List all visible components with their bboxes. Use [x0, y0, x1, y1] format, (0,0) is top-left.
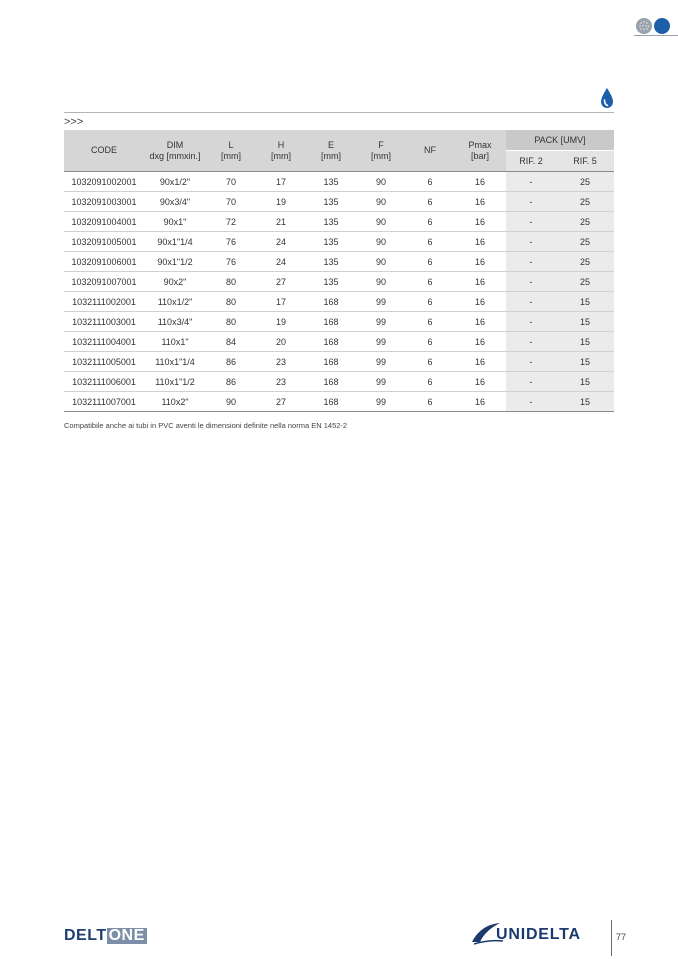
cell-rif5: 25	[556, 212, 614, 232]
cell-l: 80	[206, 292, 256, 312]
deltone-logo-part2: ONE	[108, 927, 145, 944]
top-circles	[636, 18, 672, 36]
cell-h: 19	[256, 312, 306, 332]
cell-e: 168	[306, 352, 356, 372]
col-header-rif5: RIF. 5	[556, 151, 614, 172]
cell-rif5: 25	[556, 192, 614, 212]
cell-f: 99	[356, 352, 406, 372]
cell-nf: 6	[406, 352, 454, 372]
cell-h: 27	[256, 272, 306, 292]
col-header-nf: NF	[406, 130, 454, 172]
cell-rif5: 25	[556, 232, 614, 252]
dot-icon	[654, 18, 670, 34]
cell-rif2: -	[506, 372, 556, 392]
col-header-h: H [mm]	[256, 130, 306, 172]
cell-dim: 90x3/4"	[144, 192, 206, 212]
cell-nf: 6	[406, 252, 454, 272]
cell-rif2: -	[506, 172, 556, 192]
cell-e: 135	[306, 232, 356, 252]
cell-dim: 110x3/4"	[144, 312, 206, 332]
deltone-logo	[64, 927, 147, 945]
cell-e: 168	[306, 392, 356, 412]
compatibility-note: Compatibile anche ai tubi in PVC aventi le dimensioni definite nella norma EN 1452-2	[64, 421, 348, 430]
cell-rif5: 15	[556, 292, 614, 312]
cell-code: 1032091007001	[64, 272, 144, 292]
cell-nf: 6	[406, 272, 454, 292]
cell-rif2: -	[506, 352, 556, 372]
cell-pmax: 16	[454, 172, 506, 192]
cell-h: 24	[256, 232, 306, 252]
col-header-pmax: Pmax [bar]	[454, 130, 506, 172]
col-header-dim: DIM dxg [mmxin.]	[144, 130, 206, 172]
cell-nf: 6	[406, 212, 454, 232]
cell-dim: 90x1"	[144, 212, 206, 232]
cell-nf: 6	[406, 192, 454, 212]
col-header-f: F [mm]	[356, 130, 406, 172]
cell-pmax: 16	[454, 372, 506, 392]
cell-pmax: 16	[454, 212, 506, 232]
cell-l: 80	[206, 312, 256, 332]
col-header-e: E [mm]	[306, 130, 356, 172]
table-row	[64, 192, 614, 212]
cell-code: 1032111003001	[64, 312, 144, 332]
cell-l: 70	[206, 192, 256, 212]
cell-dim: 110x2"	[144, 392, 206, 412]
cell-l: 84	[206, 332, 256, 352]
cell-rif2: -	[506, 332, 556, 352]
cell-code: 1032111007001	[64, 392, 144, 412]
cell-e: 168	[306, 312, 356, 332]
cell-f: 99	[356, 372, 406, 392]
cell-pmax: 16	[454, 272, 506, 292]
cell-rif5: 25	[556, 252, 614, 272]
cell-e: 168	[306, 332, 356, 352]
cell-code: 1032091006001	[64, 252, 144, 272]
table-row	[64, 332, 614, 352]
cell-f: 90	[356, 232, 406, 252]
product-table	[64, 130, 614, 412]
table-row	[64, 372, 614, 392]
cell-e: 135	[306, 252, 356, 272]
cell-rif5: 15	[556, 372, 614, 392]
cell-dim: 90x2"	[144, 272, 206, 292]
cell-l: 70	[206, 172, 256, 192]
cell-rif2: -	[506, 392, 556, 412]
top-rule	[634, 35, 678, 36]
cell-h: 19	[256, 192, 306, 212]
cell-pmax: 16	[454, 392, 506, 412]
section-marker: >>>	[64, 116, 84, 128]
cell-f: 90	[356, 272, 406, 292]
cell-l: 76	[206, 232, 256, 252]
unidelta-logo	[470, 918, 602, 948]
cell-rif5: 15	[556, 392, 614, 412]
cell-l: 76	[206, 252, 256, 272]
cell-code: 1032091002001	[64, 172, 144, 192]
cell-e: 135	[306, 172, 356, 192]
cell-pmax: 16	[454, 292, 506, 312]
cell-l: 80	[206, 272, 256, 292]
cell-h: 24	[256, 252, 306, 272]
cell-nf: 6	[406, 312, 454, 332]
cell-h: 17	[256, 172, 306, 192]
cell-f: 90	[356, 252, 406, 272]
cell-l: 72	[206, 212, 256, 232]
cell-f: 99	[356, 332, 406, 352]
cell-rif5: 25	[556, 272, 614, 292]
cell-code: 1032111005001	[64, 352, 144, 372]
cell-pmax: 16	[454, 192, 506, 212]
cell-e: 135	[306, 272, 356, 292]
cell-pmax: 16	[454, 352, 506, 372]
cell-code: 1032111006001	[64, 372, 144, 392]
cell-dim: 90x1"1/2	[144, 252, 206, 272]
cell-e: 168	[306, 372, 356, 392]
cell-nf: 6	[406, 172, 454, 192]
cell-dim: 110x1/2"	[144, 292, 206, 312]
cell-nf: 6	[406, 332, 454, 352]
cell-nf: 6	[406, 372, 454, 392]
cell-rif5: 25	[556, 172, 614, 192]
table-row	[64, 292, 614, 312]
table-row	[64, 272, 614, 292]
table-row	[64, 252, 614, 272]
cell-pmax: 16	[454, 312, 506, 332]
page-number-rule	[611, 920, 612, 956]
cell-pmax: 16	[454, 232, 506, 252]
cell-rif5: 15	[556, 352, 614, 372]
table-row	[64, 312, 614, 332]
table-row	[64, 172, 614, 192]
cell-l: 90	[206, 392, 256, 412]
cell-e: 135	[306, 212, 356, 232]
cell-pmax: 16	[454, 332, 506, 352]
water-drop-icon	[600, 87, 614, 109]
cell-rif5: 15	[556, 332, 614, 352]
col-header-code: CODE	[64, 130, 144, 172]
cell-rif2: -	[506, 252, 556, 272]
cell-code: 1032111004001	[64, 332, 144, 352]
cell-dim: 110x1"1/4	[144, 352, 206, 372]
cell-nf: 6	[406, 292, 454, 312]
cell-dim: 90x1/2"	[144, 172, 206, 192]
table-row	[64, 392, 614, 412]
table-row	[64, 352, 614, 372]
cell-dim: 90x1"1/4	[144, 232, 206, 252]
deltone-logo-part1: DELT	[64, 927, 107, 944]
cell-f: 99	[356, 312, 406, 332]
cell-dim: 110x1"	[144, 332, 206, 352]
cell-f: 90	[356, 212, 406, 232]
cell-h: 23	[256, 352, 306, 372]
cell-dim: 110x1"1/2	[144, 372, 206, 392]
table-row	[64, 212, 614, 232]
cell-e: 168	[306, 292, 356, 312]
globe-icon	[636, 18, 652, 34]
cell-nf: 6	[406, 232, 454, 252]
cell-code: 1032091005001	[64, 232, 144, 252]
cell-code: 1032091004001	[64, 212, 144, 232]
cell-h: 27	[256, 392, 306, 412]
cell-rif2: -	[506, 292, 556, 312]
cell-pmax: 16	[454, 252, 506, 272]
cell-rif2: -	[506, 232, 556, 252]
col-header-pack: PACK [UMV]	[506, 130, 614, 151]
cell-f: 99	[356, 392, 406, 412]
cell-code: 1032091003001	[64, 192, 144, 212]
cell-nf: 6	[406, 392, 454, 412]
cell-f: 99	[356, 292, 406, 312]
cell-h: 20	[256, 332, 306, 352]
cell-h: 23	[256, 372, 306, 392]
unidelta-logo-text: UNIDELTA	[496, 926, 581, 943]
section-divider	[64, 112, 614, 113]
table-body	[64, 172, 614, 412]
page-number: 77	[616, 932, 627, 942]
col-header-l: L [mm]	[206, 130, 256, 172]
cell-rif2: -	[506, 212, 556, 232]
cell-l: 86	[206, 372, 256, 392]
cell-rif5: 15	[556, 312, 614, 332]
table-row	[64, 232, 614, 252]
cell-rif2: -	[506, 312, 556, 332]
cell-f: 90	[356, 172, 406, 192]
cell-h: 17	[256, 292, 306, 312]
col-header-rif2: RIF. 2	[506, 151, 556, 172]
cell-rif2: -	[506, 272, 556, 292]
cell-code: 1032111002001	[64, 292, 144, 312]
cell-rif2: -	[506, 192, 556, 212]
cell-f: 90	[356, 192, 406, 212]
cell-h: 21	[256, 212, 306, 232]
cell-l: 86	[206, 352, 256, 372]
cell-e: 135	[306, 192, 356, 212]
